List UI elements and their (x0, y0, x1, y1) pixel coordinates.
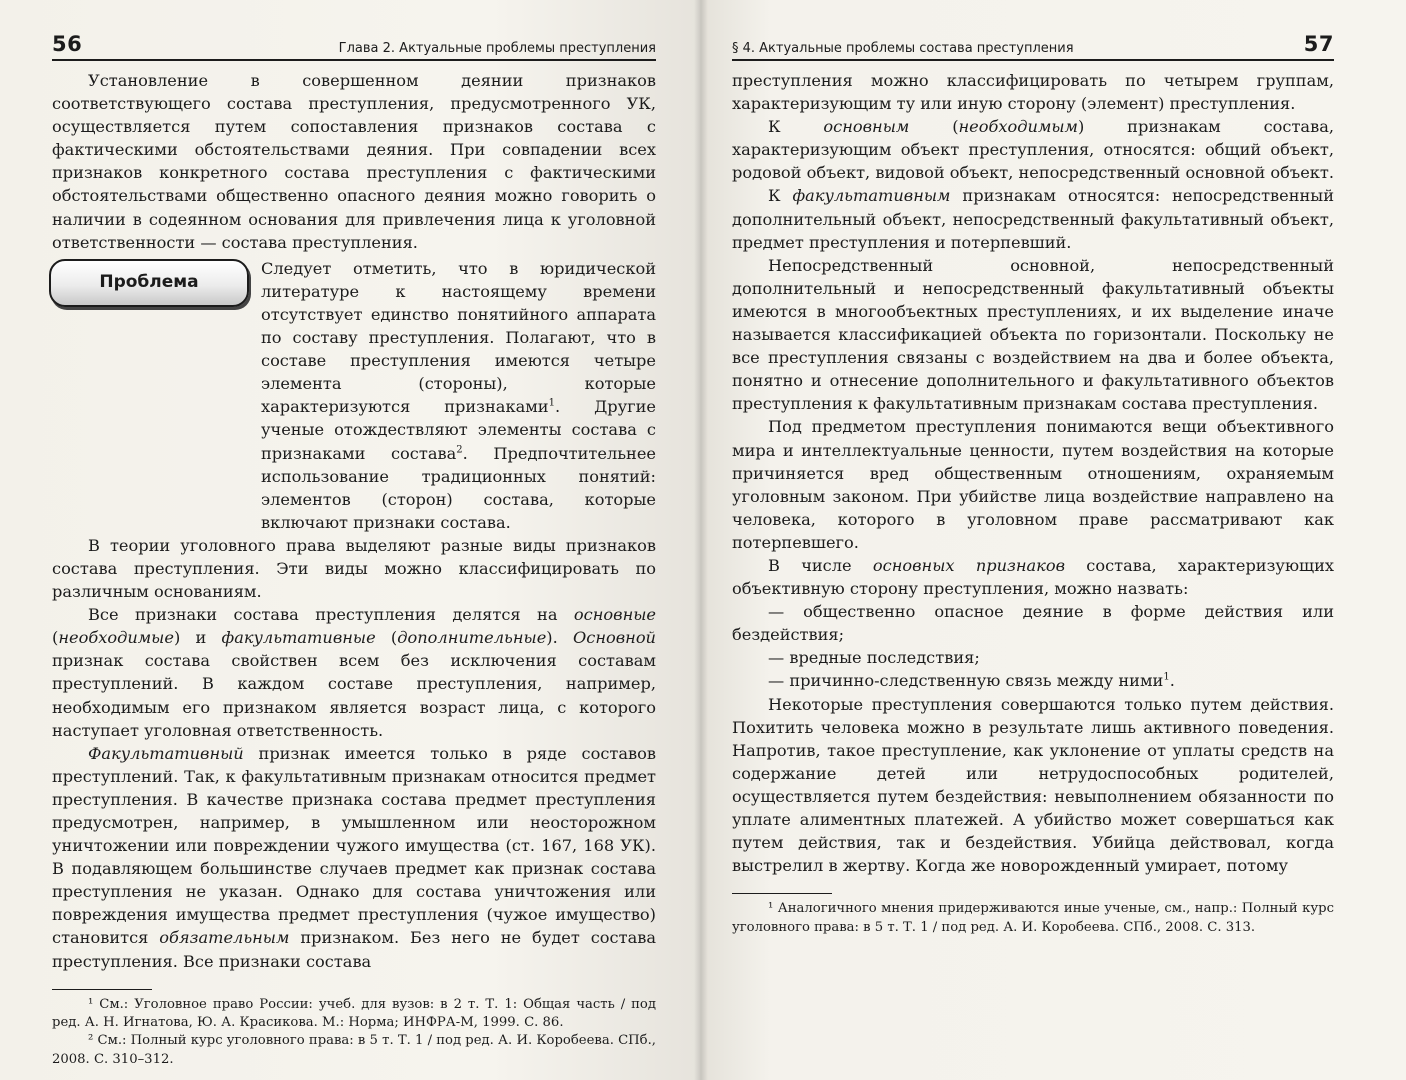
running-head: Глава 2. Актуальные проблемы преступления (338, 41, 656, 56)
list-item: — общественно опасное деяние в форме действия или бездействия; (732, 602, 1334, 645)
paragraph: Установление в совершенном деянии признаков соответствующего состава преступления, предусмотренного УК, осуществляется путем сопоставления признаков состава с фактическими обстоятельствами деяния. При совпадении всех признаков конкретного состава преступления с фактическими обстоятельствами общественно опасного деяния можно говорить о наличии в содеянном основания для привлечения лица к уголовной ответственности — состава преступления. (52, 71, 656, 252)
running-head: § 4. Актуальные проблемы состава преступления (732, 41, 1074, 56)
text-run: признакам относятся: непосредственный дополнительный объект, непосредственный факультативный объект, предмет преступления и потерпевший. (732, 186, 1334, 252)
text-run: Следует отметить, что в юридической литературе к настоящему времени отсутствует единство понятийного аппарата по составу преступления. Полагают, что в составе преступления имеются четыре элемента (стороны), которые характеризуются признаками (261, 258, 656, 417)
footnote-ref-1: 1 (1163, 672, 1170, 684)
text-run: Все признаки состава преступления делятся на (88, 605, 574, 625)
problem-block (52, 257, 656, 534)
list-item: — вредные последствия; (768, 648, 980, 668)
paragraph: В теории уголовного права выделяют разные виды признаков состава преступления. Эти виды можно классифицировать по различным основаниям. (52, 535, 656, 602)
problem-paragraph (261, 257, 656, 534)
italic-term: Основной (572, 628, 656, 648)
page-number: 56 (52, 32, 83, 56)
footnote: ² См.: Полный курс уголовного права: в 5 т. Т. 1 / под ред. А. И. Коробеева. СПб., 2008. С. 310–312. (52, 1033, 656, 1067)
italic-term: факультативные (221, 628, 376, 648)
italic-term: факультативным (792, 186, 951, 206)
text-run: признак состава свойствен всем без исключения составам преступлений. В каждом составе преступления, например, необходимым его признаком является возраст лица, с которого наступает уголовная ответственность. (52, 651, 656, 740)
text-run: . Другие ученые отождествляют элементы состава с признаками состава (261, 397, 656, 463)
left-page-body (52, 69, 656, 1069)
footnote: ¹ См.: Уголовное право России: учеб. для вузов: в 2 т. Т. 1: Общая часть / под ред. А. Н. Игнатова, Ю. А. Красикова. М.: Норма; ИНФРА-М, 1999. С. 86. (52, 996, 656, 1031)
left-page (0, 0, 700, 1080)
text-run: ( (909, 117, 959, 137)
footnote-divider (52, 989, 152, 990)
list-item (732, 669, 1334, 692)
text-run: В числе (768, 555, 873, 575)
italic-term: дополнительные (397, 628, 547, 648)
text-run: ( (52, 628, 59, 648)
italic-term: основные (573, 605, 656, 625)
text-run: ) признакам состава, характеризующим объект преступления, относятся: общий объект, родовой объект, видовой объект, непосредственный основной объект. (732, 117, 1334, 183)
page-number: 57 (1303, 32, 1334, 56)
paragraph: Под предметом преступления понимаются вещи объективного мира и интеллектуальные ценности, путем воздействия на которые причиняется вред общественным отношениям, охраняемым уголовным законом. При убийстве лица воздействие направлено на человека, которого в уголовном праве рассматривают как потерпевшего. (732, 417, 1334, 552)
italic-term: основным (823, 117, 910, 137)
italic-term: обязательным (159, 928, 290, 948)
paragraph (732, 115, 1334, 184)
text-run: ). (546, 628, 573, 648)
footnote: ¹ Аналогичного мнения придерживаются иные ученые, см., напр.: Полный курс уголовного права: в 5 т. Т. 1 / под ред. А. И. Коробеева. СПб., 2008. С. 313. (732, 901, 1334, 935)
footnote-ref-1: 1 (548, 397, 555, 409)
paragraph (52, 603, 656, 742)
problem-badge-label: Проблема (99, 272, 199, 293)
text-run: ( (375, 628, 398, 648)
book-gutter (694, 0, 708, 1080)
text-run: состава, характеризующих объективную сторону преступления, можно назвать: (732, 555, 1335, 599)
paragraph: Непосредственный основной, непосредственный дополнительный и непосредственный факультативный объекты имеются в многообъектных преступлениях, и их выделение иначе называется классификацией объекта по горизонтали. Поскольку не все преступления связаны с воздействием на два и более объекта, понятно и отнесение дополнительного и факультативного объектов преступления к факультативным признакам состава преступления. (732, 255, 1334, 414)
text-run: К (768, 186, 793, 206)
footnotes (52, 996, 656, 1070)
text-run: ) и (173, 628, 222, 648)
italic-term: необходимым (958, 117, 1078, 137)
paragraph (732, 554, 1334, 600)
italic-term: необходимые (58, 628, 174, 648)
italic-term: Факультативный (88, 743, 244, 763)
paragraph: Некоторые преступления совершаются только путем действия. Похитить человека можно в результате лишь активного поведения. Напротив, такое преступление, как уклонение от уплаты средств на содержание детей или нетрудоспособных родителей, осуществляется путем бездействия: невыполнением обязанности по уплате алиментных платежей. А убийство может совершаться как путем действия, так и бездействия. Убийца действовал, когда выстрелил в жертву. Когда же новорожденный умирает, потому (732, 694, 1334, 876)
paragraph: преступления можно классифицировать по четырем группам, характеризующим ту или иную сторону (элемент) преступления. (732, 71, 1334, 114)
text-run: признаком. Без него не будет состава преступления. Все признаки состава (52, 928, 656, 971)
text-run: К (768, 117, 824, 137)
right-page (700, 0, 1406, 1080)
text-run: . Предпочтительнее использование традиционных понятий: элементов (сторон) состава, которые включают признаки состава. (261, 443, 656, 532)
problem-badge (49, 259, 249, 307)
text-run: . (1169, 671, 1175, 691)
paragraph (52, 742, 656, 973)
paragraph (732, 184, 1334, 253)
text-run: — причинно-следственную связь между ними (768, 671, 1164, 691)
footnote-divider (732, 893, 832, 894)
footnotes (732, 900, 1334, 937)
footnote-ref-2: 2 (456, 444, 463, 456)
text-run: признак имеется только в ряде составов преступлений. Так, к факультативным признакам относится предмет преступления. В качестве признака состава предмет преступления предусмотрен, например, в умышленном или неосторожном уничтожении или повреждении чужого имущества (ст. 167, 168 УК). В подавляющем большинстве случаев предмет как признак состава преступления не указан. Однако для состава уничтожения или повреждения имущества предмет преступления (чужое имущество) становится (52, 743, 656, 948)
right-page-body (732, 69, 1334, 937)
italic-term: основных признаков (872, 555, 1066, 575)
left-page-header (52, 30, 656, 61)
right-page-header (732, 30, 1334, 61)
